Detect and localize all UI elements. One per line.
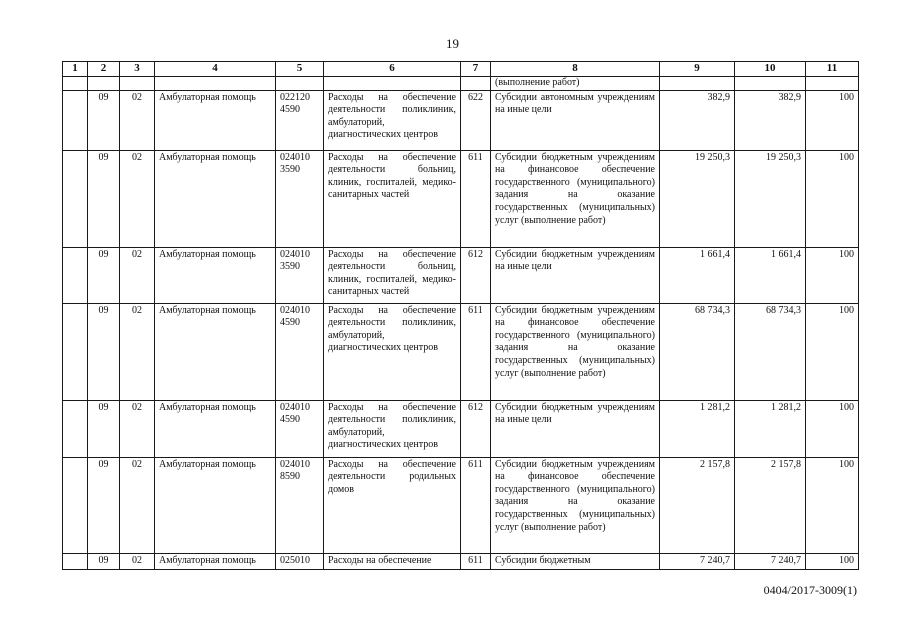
continuation-row bbox=[63, 77, 859, 91]
column-header: 5 bbox=[276, 62, 324, 77]
subsection-name: Амбулаторная помощь bbox=[155, 150, 276, 247]
table-row bbox=[63, 553, 859, 569]
target-item-code: 022120 4590 bbox=[276, 90, 324, 150]
expense-type-code: 612 bbox=[461, 247, 491, 303]
expense-type-name: Субсидии бюджетным учреждениям на иные цели bbox=[491, 400, 660, 457]
plan-amount: 2 157,8 bbox=[660, 457, 735, 553]
execution-percent: 100 bbox=[806, 247, 859, 303]
target-item-name: Расходы на обеспечение деятельности поликлиник, амбулаторий, диагностических центров bbox=[324, 400, 461, 457]
column-header: 3 bbox=[120, 62, 155, 77]
column-header: 6 bbox=[324, 62, 461, 77]
subsection-code: 02 bbox=[120, 150, 155, 247]
target-item-code: 024010 3590 bbox=[276, 247, 324, 303]
actual-amount: 1 661,4 bbox=[735, 247, 806, 303]
column-header: 11 bbox=[806, 62, 859, 77]
actual-amount: 19 250,3 bbox=[735, 150, 806, 247]
execution-percent: 100 bbox=[806, 457, 859, 553]
header-row bbox=[63, 62, 859, 77]
target-item-code: 025010 bbox=[276, 553, 324, 569]
expense-type-code: 611 bbox=[461, 553, 491, 569]
target-item-name: Расходы на обеспечение деятельности родильных домов bbox=[324, 457, 461, 553]
subsection-name: Амбулаторная помощь bbox=[155, 247, 276, 303]
plan-amount: 1 281,2 bbox=[660, 400, 735, 457]
table-row bbox=[63, 150, 859, 247]
expense-type-name: Субсидии бюджетным учреждениям на иные цели bbox=[491, 247, 660, 303]
continuation-text: (выполнение работ) bbox=[491, 77, 660, 91]
expense-type-name: Субсидии бюджетным учреждениям на финансовое обеспечение государственного (муниципального) задания на оказание государственных (муниципальных) услуг (выполнение работ) bbox=[491, 457, 660, 553]
plan-amount: 382,9 bbox=[660, 90, 735, 150]
target-item-name: Расходы на обеспечение деятельности больниц, клиник, госпиталей, медико-санитарных частей bbox=[324, 247, 461, 303]
column-header: 4 bbox=[155, 62, 276, 77]
column-header: 2 bbox=[88, 62, 120, 77]
section-code: 09 bbox=[88, 90, 120, 150]
target-item-code: 024010 8590 bbox=[276, 457, 324, 553]
section-code: 09 bbox=[88, 400, 120, 457]
execution-percent: 100 bbox=[806, 400, 859, 457]
subsection-code: 02 bbox=[120, 553, 155, 569]
expense-type-name: Субсидии автономным учреждениям на иные цели bbox=[491, 90, 660, 150]
table-row bbox=[63, 90, 859, 150]
actual-amount: 68 734,3 bbox=[735, 303, 806, 400]
section-code: 09 bbox=[88, 553, 120, 569]
subsection-name: Амбулаторная помощь bbox=[155, 303, 276, 400]
section-code: 09 bbox=[88, 303, 120, 400]
execution-percent: 100 bbox=[806, 553, 859, 569]
plan-amount: 7 240,7 bbox=[660, 553, 735, 569]
subsection-name: Амбулаторная помощь bbox=[155, 90, 276, 150]
target-item-code: 024010 4590 bbox=[276, 303, 324, 400]
section-code: 09 bbox=[88, 150, 120, 247]
plan-amount: 68 734,3 bbox=[660, 303, 735, 400]
actual-amount: 7 240,7 bbox=[735, 553, 806, 569]
budget-table bbox=[62, 61, 859, 570]
subsection-name: Амбулаторная помощь bbox=[155, 400, 276, 457]
column-header: 9 bbox=[660, 62, 735, 77]
table-row bbox=[63, 400, 859, 457]
plan-amount: 19 250,3 bbox=[660, 150, 735, 247]
subsection-name: Амбулаторная помощь bbox=[155, 457, 276, 553]
table-row bbox=[63, 247, 859, 303]
expense-type-code: 622 bbox=[461, 90, 491, 150]
subsection-code: 02 bbox=[120, 247, 155, 303]
actual-amount: 1 281,2 bbox=[735, 400, 806, 457]
subsection-code: 02 bbox=[120, 457, 155, 553]
subsection-code: 02 bbox=[120, 90, 155, 150]
subsection-name: Амбулаторная помощь bbox=[155, 553, 276, 569]
target-item-name: Расходы на обеспечение деятельности поликлиник, амбулаторий, диагностических центров bbox=[324, 90, 461, 150]
target-item-name: Расходы на обеспечение bbox=[324, 553, 461, 569]
column-header: 10 bbox=[735, 62, 806, 77]
section-code: 09 bbox=[88, 457, 120, 553]
execution-percent: 100 bbox=[806, 90, 859, 150]
expense-type-code: 612 bbox=[461, 400, 491, 457]
execution-percent: 100 bbox=[806, 150, 859, 247]
table-row bbox=[63, 457, 859, 553]
target-item-code: 024010 4590 bbox=[276, 400, 324, 457]
expense-type-name: Субсидии бюджетным bbox=[491, 553, 660, 569]
expense-type-code: 611 bbox=[461, 303, 491, 400]
subsection-code: 02 bbox=[120, 400, 155, 457]
column-header: 8 bbox=[491, 62, 660, 77]
plan-amount: 1 661,4 bbox=[660, 247, 735, 303]
target-item-name: Расходы на обеспечение деятельности больниц, клиник, госпиталей, медико-санитарных частей bbox=[324, 150, 461, 247]
actual-amount: 2 157,8 bbox=[735, 457, 806, 553]
expense-type-name: Субсидии бюджетным учреждениям на финансовое обеспечение государственного (муниципального) задания на оказание государственных (муниципальных) услуг (выполнение работ) bbox=[491, 150, 660, 247]
section-code: 09 bbox=[88, 247, 120, 303]
subsection-code: 02 bbox=[120, 303, 155, 400]
expense-type-name: Субсидии бюджетным учреждениям на финансовое обеспечение государственного (муниципального) задания на оказание государственных (муниципальных) услуг (выполнение работ) bbox=[491, 303, 660, 400]
target-item-name: Расходы на обеспечение деятельности поликлиник, амбулаторий, диагностических центров bbox=[324, 303, 461, 400]
page-number: 19 bbox=[446, 36, 459, 51]
target-item-code: 024010 3590 bbox=[276, 150, 324, 247]
execution-percent: 100 bbox=[806, 303, 859, 400]
actual-amount: 382,9 bbox=[735, 90, 806, 150]
table-row bbox=[63, 303, 859, 400]
column-header: 7 bbox=[461, 62, 491, 77]
expense-type-code: 611 bbox=[461, 457, 491, 553]
column-header: 1 bbox=[63, 62, 88, 77]
document-reference: 0404/2017-3009(1) bbox=[763, 583, 857, 597]
expense-type-code: 611 bbox=[461, 150, 491, 247]
